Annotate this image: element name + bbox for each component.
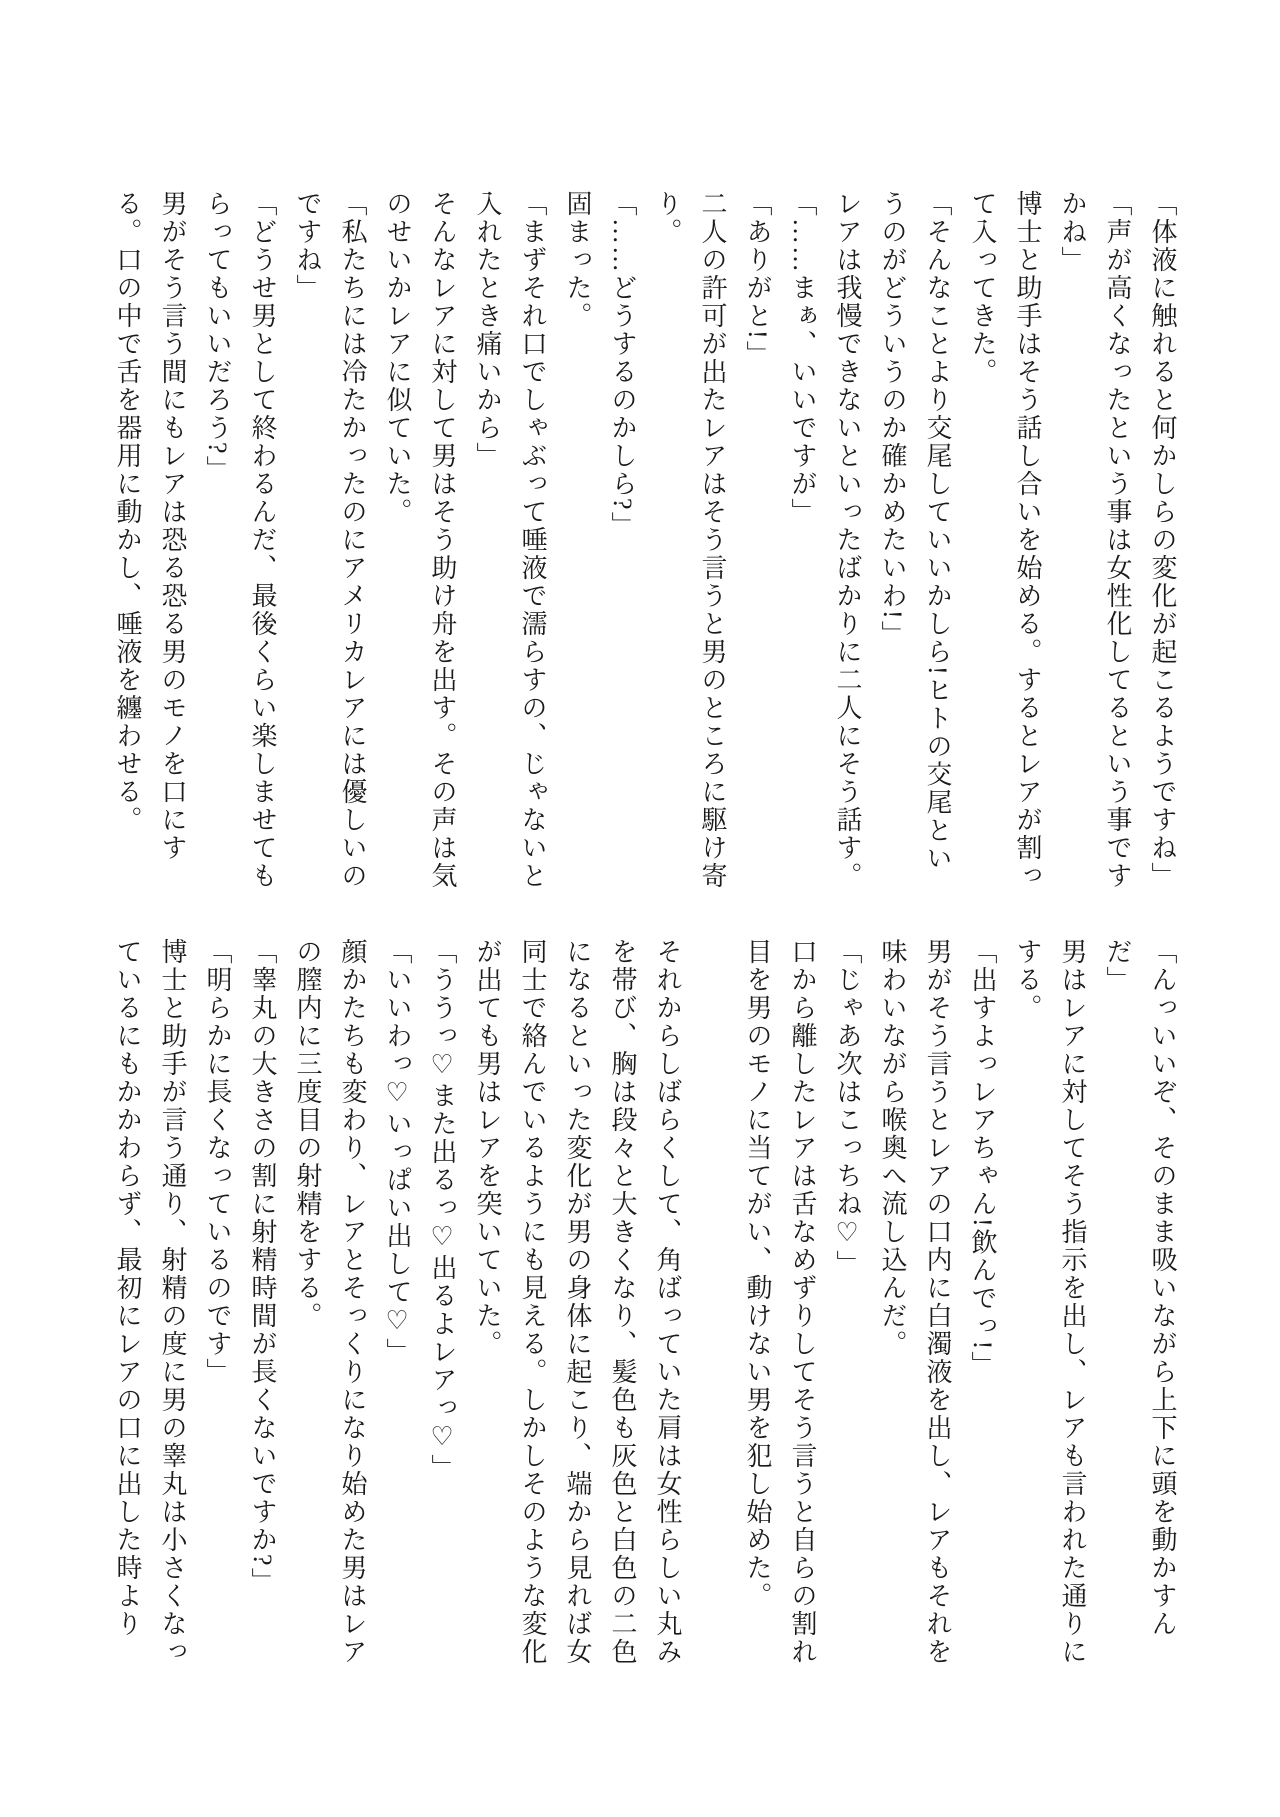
blank-line (690, 938, 735, 1672)
lower-text-block (105, 938, 1185, 1672)
dialogue-line: 「まずそれ口でしゃぶって唾液で濡らすの、じゃないと入れたとき痛いから」 (473, 190, 547, 890)
narration-line: 博士と助手が言う通り、射精の度に男の睾丸は小さくなっているにもかかわらず、最初にレアの口に出した時より (113, 938, 187, 1666)
dialogue-line: 「んっいいぞ、そのまま吸いながら上下に頭を動かすんだ」 (1103, 938, 1177, 1638)
narration-line: 男がそう言うとレアの口内に白濁液を出し、レアもそれを味わいながら喉奥へ流し込んだ。 (878, 938, 952, 1666)
dialogue-line: 「……どうするのかしら?」 (608, 190, 637, 540)
dialogue-line: 「そんなことより交尾していいかしら!ヒトの交尾というのがどういうのか確かめたいわ!」 (878, 190, 952, 873)
narration-line: そんなレアに対して男はそう助け舟を出す。その声は気のせいかレアに似ていた。 (383, 190, 457, 890)
narration-line: 男がそう言う間にもレアは恐る恐る男のモノを口にする。口の中で舌を器用に動かし、唾液を纏わせる。 (113, 190, 187, 862)
upper-text-block (105, 190, 1185, 894)
narration-line: 口から離したレアは舌なめずりしてそう言うと自らの割れ目を男のモノに当てがい、動けない男を犯し始めた。 (743, 938, 817, 1666)
dialogue-line: 「……まぁ、いいですが」 (788, 190, 817, 526)
dialogue-line: 「出すよっレアちゃん!飲んでっ!」 (968, 938, 997, 1380)
dialogue-line: 「ありがと!」 (743, 190, 772, 369)
dialogue-line: 「どうせ男として終わるんだ、最後くらい楽しませてもらってもいいだろう?」 (203, 190, 277, 890)
narration-line: それからしばらくして、角ばっていた肩は女性らしい丸みを帯び、胸は段々と大きくなり、髪色も灰色と白色の二色になるといった変化が男の身体に起こり、端から見れば女同士で絡んでいるようにも見える。しかしそのような変化が出ても男はレアを突いていた。 (473, 938, 682, 1666)
narration-line: 二人の許可が出たレアはそう言うと男のところに駆け寄り。 (653, 190, 727, 890)
dialogue-line: 「明らかに長くなっているのです」 (203, 938, 232, 1386)
dialogue-line: 「いいわっ♡いっぱい出して♡」 (383, 938, 412, 1366)
dialogue-line: 「じゃあ次はこっちね♡」 (833, 938, 862, 1278)
dialogue-line: 「私たちには冷たかったのにアメリカレアには優しいのですね」 (293, 190, 367, 890)
dialogue-line: 「体液に触れると何かしらの変化が起こるようですね」 (1148, 190, 1177, 890)
narration-line: 男はレアに対してそう指示を出し、レアも言われた通りにする。 (1013, 938, 1087, 1666)
narration-line: 固まった。 (563, 190, 592, 330)
narration-line: 博士と助手はそう話し合いを始める。するとレアが割って入ってきた。 (968, 190, 1042, 890)
dialogue-line: 「声が高くなったという事は女性化してるという事ですかね」 (1058, 190, 1132, 890)
dialogue-line: 「ううっ♡また出るっ♡出るよレアっ♡」 (428, 938, 457, 1482)
narration-line: 顔かたちも変わり、レアとそっくりになり始めた男はレアの膣内に三度目の射精をする。 (293, 938, 367, 1666)
dialogue-line: 「睾丸の大きさの割に射精時間が長くないですか?」 (248, 938, 277, 1596)
narration-line: レアは我慢できないといったばかりに二人にそう話す。 (833, 190, 862, 890)
